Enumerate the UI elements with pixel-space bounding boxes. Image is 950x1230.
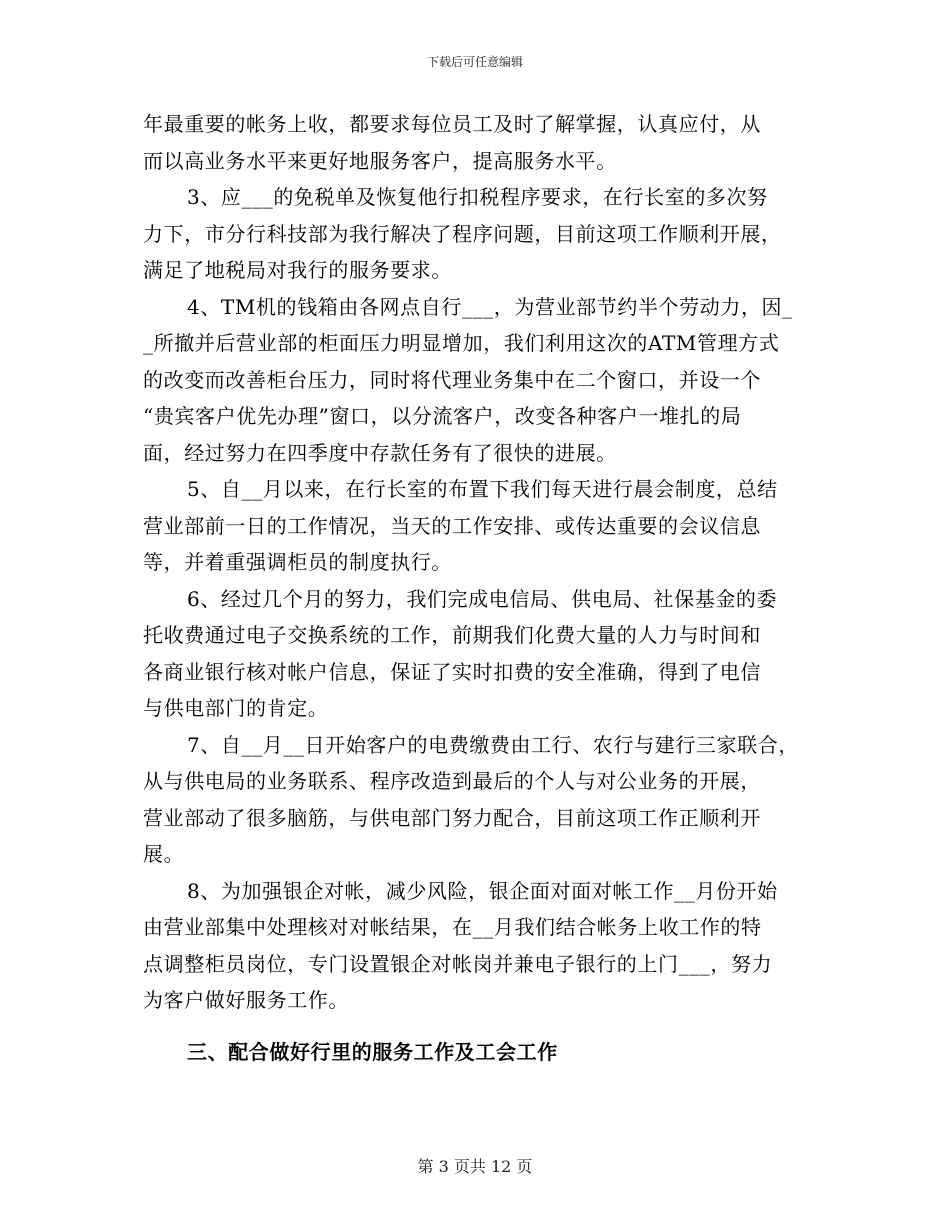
paragraph-line: 从与供电局的业务联系、程序改造到最后的个人与对公业务的开展， (143, 769, 761, 793)
page-number: 第 3 页共 12 页 (417, 1157, 533, 1176)
paragraph-line: 3、应___的免税单及恢复他行扣税程序要求，在行长室的多次努 (187, 185, 768, 209)
paragraph-line: 与供电部门的肯定。 (143, 696, 329, 720)
paragraph-line: 营业部动了很多脑筋，与供电部门努力配合，目前这项工作正顺利开 (143, 805, 761, 830)
section-heading: 三、配合做好行里的服务工作及工会工作 (187, 1040, 558, 1064)
paragraph-line: “贵宾客户优先办理”窗口，以分流客户，改变各种客户一堆扎的局 (143, 404, 742, 428)
paragraph-line: 年最重要的帐务上收，都要求每位员工及时了解掌握，认真应付，从 (143, 112, 761, 136)
paragraph-line: 展。 (143, 842, 185, 866)
paragraph-line: 等，并着重强调柜员的制度执行。 (143, 550, 452, 574)
paragraph-line: 7、自__月__日开始客户的电费缴费由工行、农行与建行三家联合， (187, 732, 799, 757)
document-body (143, 106, 823, 1019)
paragraph-line: 力下，市分行科技部为我行解决了程序问题，目前这项工作顺利开展， (143, 221, 782, 246)
paragraph-line: 点调整柜员岗位，专门设置银企对帐岗并兼电子银行的上门___，努力 (143, 951, 773, 976)
paragraph-line: _所撤并后营业部的柜面压力明显增加，我们利用这次的ATM管理方式 (143, 331, 780, 355)
paragraph-line: 5、自__月以来，在行长室的布置下我们每天进行晨会制度，总结 (187, 477, 778, 501)
paragraph-line: 6、经过几个月的努力，我们完成电信局、供电局、社保基金的委 (187, 586, 778, 611)
paragraph-line: 而以高业务水平来更好地服务客户，提高服务水平。 (143, 148, 617, 173)
paragraph-line: 面，经过努力在四季度中存款任务有了很快的进展。 (143, 440, 617, 465)
page-header: 下载后可任意编辑 (426, 55, 523, 69)
paragraph-line: 4、TM机的钱箱由各网点自行___，为营业部节约半个劳动力，因_ (187, 294, 793, 319)
paragraph-line: 8、为加强银企对帐，减少风险，银企面对面对帐工作__月份开始 (187, 878, 778, 903)
paragraph-line: 营业部前一日的工作情况，当天的工作安排、或传达重要的会议信息 (143, 513, 761, 538)
paragraph-line: 的改变而改善柜台压力，同时将代理业务集中在二个窗口，并设一个 (143, 367, 761, 392)
paragraph-line: 各商业银行核对帐户信息，保证了实时扣费的安全准确，得到了电信 (143, 659, 761, 684)
paragraph-line: 满足了地税局对我行的服务要求。 (143, 258, 452, 282)
paragraph-line: 托收费通过电子交换系统的工作，前期我们化费大量的人力与时间和 (143, 623, 761, 647)
paragraph-line: 由营业部集中处理核对对帐结果，在__月我们结合帐务上收工作的特 (143, 915, 762, 939)
paragraph-line: 为客户做好服务工作。 (143, 988, 349, 1012)
